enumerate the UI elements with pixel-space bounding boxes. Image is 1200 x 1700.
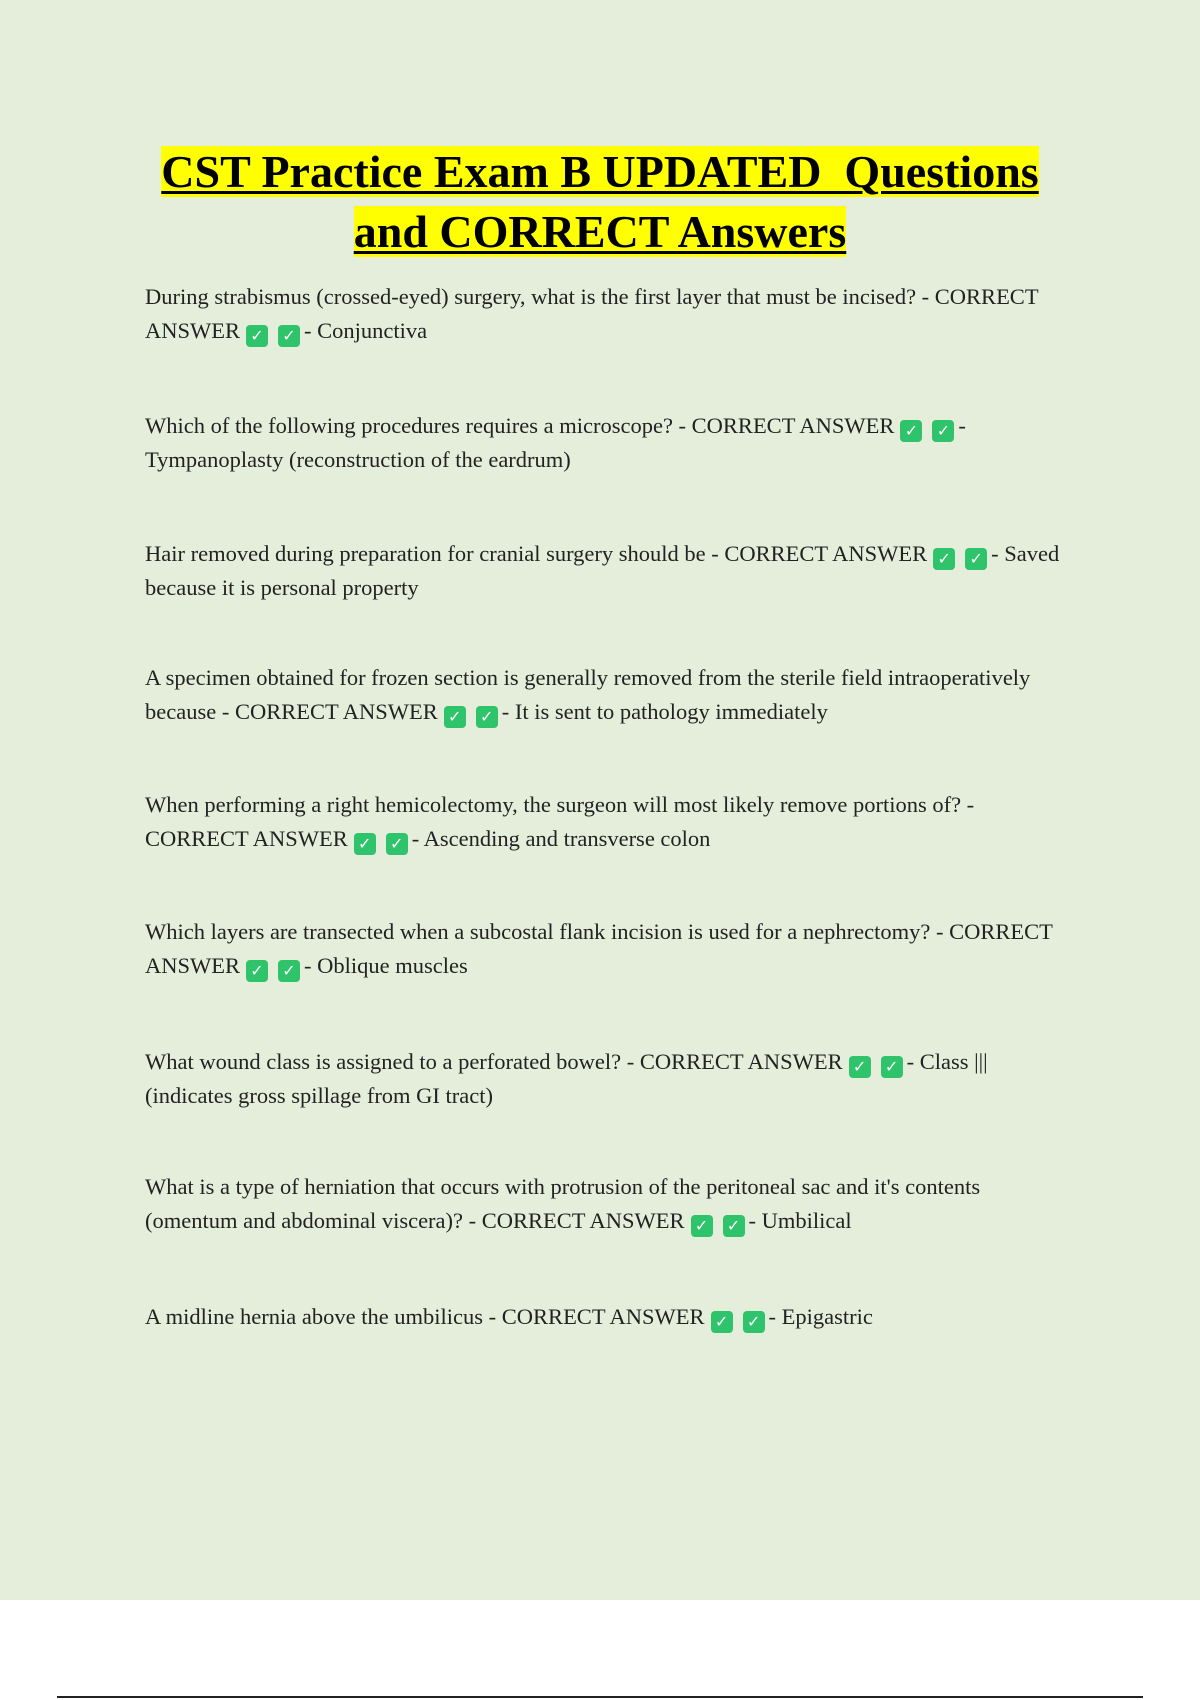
qa-item <box>145 788 1065 856</box>
check-icon: ✓ <box>933 548 955 570</box>
check-icon: ✓ <box>900 420 922 442</box>
question-text: During strabismus (crossed-eyed) surgery, what is the first layer that must be incised? - <box>145 284 930 309</box>
check-icon: ✓ <box>246 325 268 347</box>
question-text: What is a type of herniation that occurs with protrusion of the peritoneal sac and it's contents (omentum and abdominal viscera)? - <box>145 1174 981 1233</box>
question-text: A specimen obtained for frozen section is generally removed from the sterile field intraoperatively because - <box>145 665 1031 724</box>
correct-answer-label: CORRECT ANSWER <box>234 699 438 724</box>
answer-text: - Saved because it is personal property <box>145 541 1060 600</box>
check-icon: ✓ <box>723 1215 745 1237</box>
check-icon: ✓ <box>711 1311 733 1333</box>
check-icon: ✓ <box>849 1056 871 1078</box>
correct-answer-label: CORRECT ANSWER <box>639 1049 843 1074</box>
answer-text: - Oblique muscles <box>304 953 468 978</box>
qa-item <box>145 280 1065 348</box>
check-icon: ✓ <box>965 548 987 570</box>
correct-answer-label: CORRECT ANSWER <box>481 1208 685 1233</box>
check-icon: ✓ <box>354 833 376 855</box>
question-text: Which of the following procedures requires a microscope? - <box>145 413 687 438</box>
question-text: When performing a right hemicolectomy, the surgeon will most likely remove portions of? - <box>145 792 975 817</box>
check-icon: ✓ <box>691 1215 713 1237</box>
check-icon: ✓ <box>932 420 954 442</box>
question-text: A midline hernia above the umbilicus - <box>145 1304 497 1329</box>
title-line-2: and CORRECT Answers <box>353 206 847 257</box>
check-icon: ✓ <box>743 1311 765 1333</box>
check-icon: ✓ <box>278 960 300 982</box>
correct-answer-label: CORRECT ANSWER <box>501 1304 705 1329</box>
document-title <box>120 142 1080 262</box>
answer-text: - Umbilical <box>748 1208 852 1233</box>
qa-item <box>145 537 1065 605</box>
check-icon: ✓ <box>476 706 498 728</box>
qa-item <box>145 409 1065 477</box>
answer-text: - Tympanoplasty (reconstruction of the eardrum) <box>145 413 966 472</box>
footer-divider <box>57 1696 1143 1698</box>
question-text: Hair removed during preparation for cranial surgery should be - <box>145 541 719 566</box>
check-icon: ✓ <box>386 833 408 855</box>
question-text: Which layers are transected when a subcostal flank incision is used for a nephrectomy? - <box>145 919 944 944</box>
check-icon: ✓ <box>444 706 466 728</box>
answer-text: - It is sent to pathology immediately <box>501 699 828 724</box>
answer-text: - Ascending and transverse colon <box>411 826 711 851</box>
correct-answer-label: CORRECT ANSWER <box>145 826 348 851</box>
correct-answer-label: CORRECT ANSWER <box>724 541 928 566</box>
question-text: What wound class is assigned to a perforated bowel? - <box>145 1049 635 1074</box>
correct-answer-label: CORRECT ANSWER <box>145 919 1053 978</box>
answer-text: - Conjunctiva <box>304 318 428 343</box>
correct-answer-label: CORRECT ANSWER <box>145 284 1039 343</box>
title-line-1: CST Practice Exam B UPDATED Questions <box>161 146 1039 197</box>
qa-item <box>145 1045 1065 1113</box>
check-icon: ✓ <box>246 960 268 982</box>
answer-text: - Epigastric <box>768 1304 873 1329</box>
check-icon: ✓ <box>278 325 300 347</box>
qa-item <box>145 915 1065 983</box>
check-icon: ✓ <box>881 1056 903 1078</box>
correct-answer-label: CORRECT ANSWER <box>691 413 895 438</box>
qa-item <box>145 1170 1065 1238</box>
qa-item <box>145 1300 1065 1334</box>
qa-item <box>145 661 1065 729</box>
answer-text: - Class ||| (indicates gross spillage from GI tract) <box>145 1049 988 1108</box>
